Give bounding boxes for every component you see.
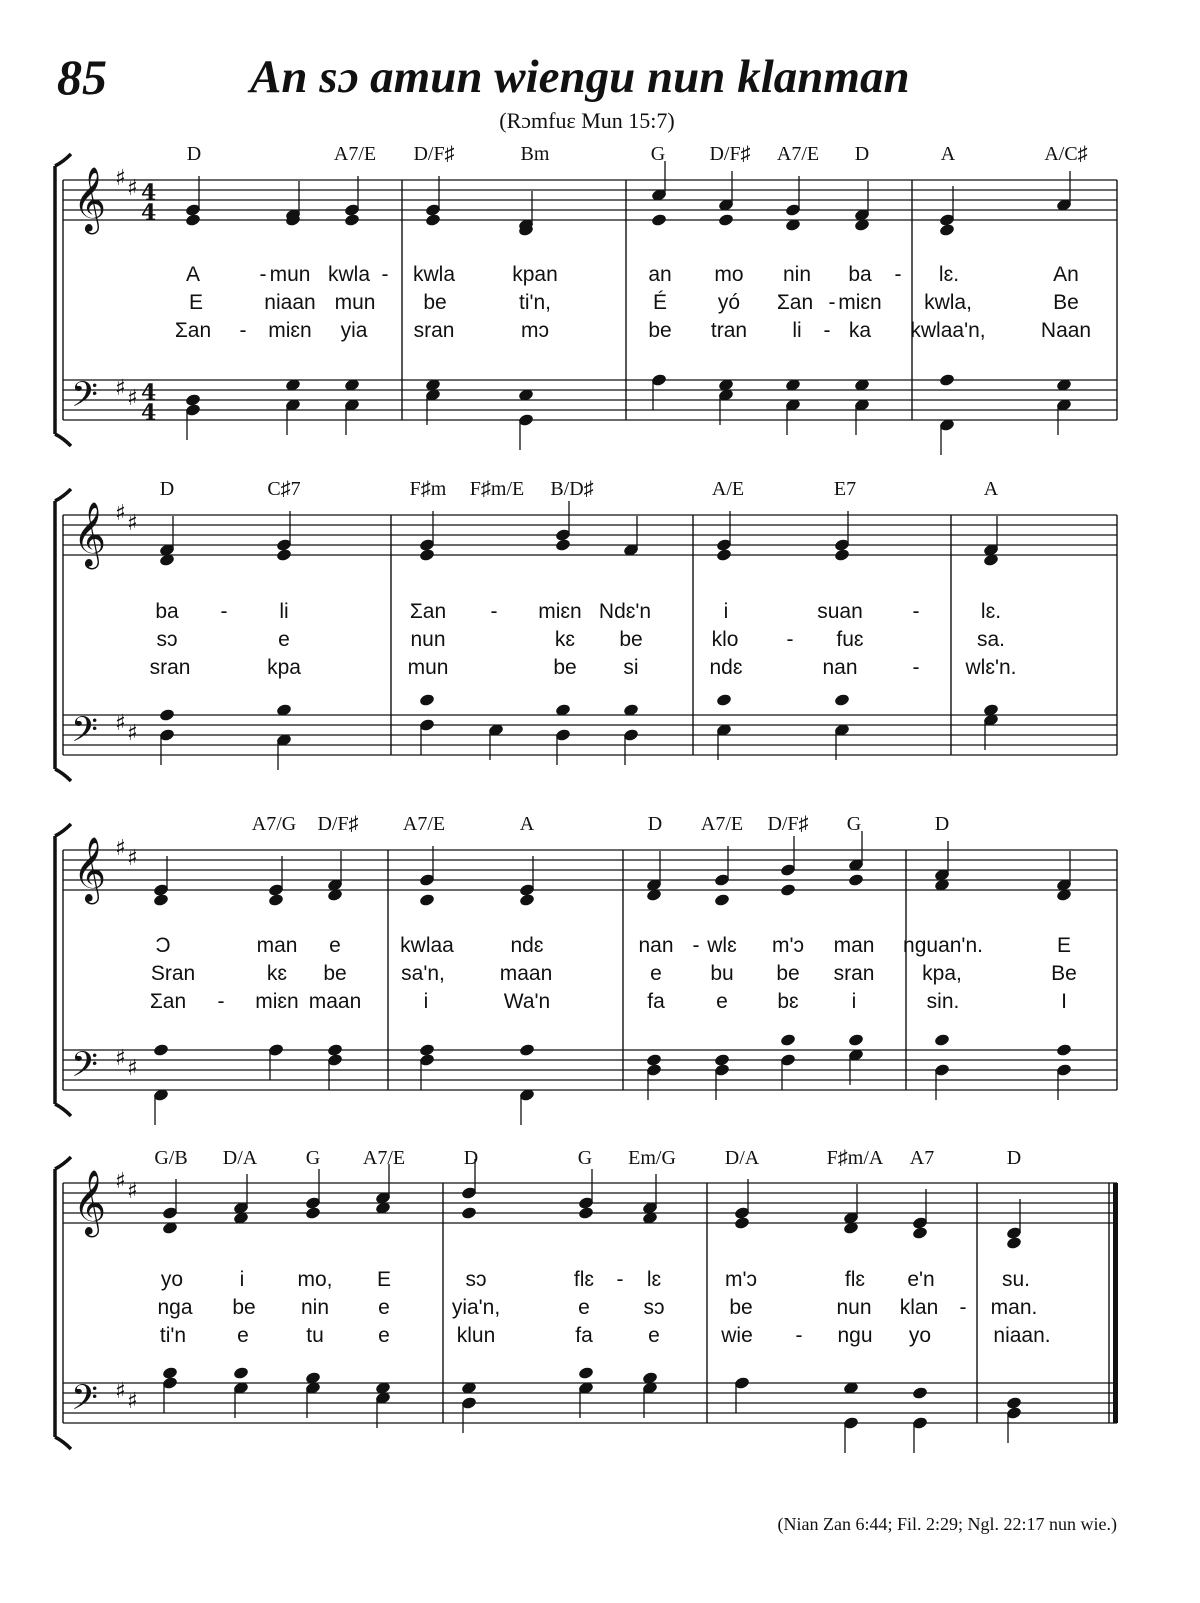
chord-symbol: A <box>519 813 535 835</box>
lyric-syllable: e <box>648 1324 660 1347</box>
key-signature-sharp-icon: ♯ <box>115 166 126 191</box>
lyric-syllable: wlɛ'n. <box>965 656 1017 679</box>
lyric-syllable: be <box>729 1296 753 1319</box>
chord-symbol: A <box>983 478 999 500</box>
lyric-syllable: mɔ <box>521 319 549 342</box>
lyric-syllable: nin <box>782 263 812 286</box>
lyric-syllable: Ʃan <box>149 990 187 1013</box>
lyric-syllable: be <box>232 1296 256 1319</box>
bass-clef-icon: 𝄢 <box>71 709 99 758</box>
lyric-syllable: sin. <box>926 990 960 1013</box>
lyric-syllable: suan <box>817 600 863 623</box>
treble-notehead <box>268 893 285 907</box>
key-signature-sharp-icon: ♯ <box>115 501 126 526</box>
chord-symbol: G <box>846 813 862 835</box>
lyric-syllable: - <box>959 1296 967 1319</box>
chord-symbol: A <box>940 143 956 165</box>
chord-symbol: D/A <box>724 1147 760 1169</box>
lyric-syllable: e <box>237 1324 249 1347</box>
lyric-syllable: Ʃan <box>776 291 814 314</box>
lyric-syllable: ndɛ <box>510 934 544 957</box>
lyric-syllable: kɛ <box>266 962 288 985</box>
chord-symbol: A/C♯ <box>1044 143 1088 165</box>
lyric-syllable: sa'n, <box>401 962 445 985</box>
lyric-syllable: yo <box>908 1324 932 1347</box>
lyric-syllable: m'ɔ <box>724 1268 758 1291</box>
lyric-syllable: lɛ <box>646 1268 662 1291</box>
lyric-syllable: Ndɛ'n <box>598 600 652 623</box>
lyric-syllable: Sran <box>150 962 196 985</box>
lyric-syllable: be <box>619 628 643 651</box>
lyric-syllable: I <box>1061 990 1067 1013</box>
lyric-syllable: Be <box>1053 291 1079 314</box>
lyric-syllable: Be <box>1051 962 1077 985</box>
lyric-syllable: e <box>378 1296 390 1319</box>
key-signature-sharp-icon: ♯ <box>115 376 126 401</box>
bass-notehead <box>834 693 851 707</box>
time-signature-top: 4 <box>141 180 157 206</box>
lyric-syllable: E <box>1056 934 1072 957</box>
lyric-syllable: i <box>851 990 857 1013</box>
treble-notehead <box>578 1206 595 1220</box>
lyric-syllable: sran <box>833 962 875 985</box>
treble-clef-icon: 𝄞 <box>73 167 107 232</box>
lyric-syllable: Ʃan <box>409 600 447 623</box>
lyric-syllable: miɛn <box>538 600 582 623</box>
chord-symbol: D/F♯ <box>767 813 809 835</box>
cross-references-footnote: (Nian Zan 6:44; Fil. 2:29; Ngl. 22:17 nun wie.) <box>777 1514 1117 1534</box>
lyric-syllable: A <box>185 263 201 286</box>
chord-symbol: D <box>934 813 950 835</box>
time-signature-bottom: 4 <box>141 400 157 426</box>
lyric-syllable: Ʃan <box>174 319 212 342</box>
bass-notehead <box>1056 1043 1073 1057</box>
treble-notehead <box>1006 1236 1023 1250</box>
lyric-syllable: - <box>912 600 920 623</box>
treble-notehead <box>419 548 436 562</box>
lyric-syllable: - <box>795 1324 803 1347</box>
lyric-syllable: lɛ. <box>938 263 960 286</box>
lyric-syllable: be <box>553 656 577 679</box>
hymn-title: An sɔ amun wiengu nun klanman <box>250 51 910 103</box>
lyric-syllable: kɛ <box>554 628 576 651</box>
lyric-syllable: - <box>220 600 228 623</box>
treble-notehead <box>718 213 735 227</box>
chord-symbol: D <box>463 1147 479 1169</box>
lyric-syllable: Wa'n <box>503 990 551 1013</box>
lyric-syllable: nguan'n. <box>903 934 983 957</box>
hymn-number: 85 <box>57 49 107 105</box>
lyric-syllable: man <box>833 934 875 957</box>
lyric-syllable: be <box>648 319 672 342</box>
lyric-syllable: nan <box>822 656 858 679</box>
lyric-syllable: klo <box>711 628 739 651</box>
treble-clef-icon: 𝄞 <box>73 1170 107 1235</box>
lyric-syllable: be <box>423 291 447 314</box>
chord-symbol: E7 <box>833 478 857 500</box>
lyric-syllable: si <box>623 656 639 679</box>
bass-notehead <box>939 373 956 387</box>
lyric-syllable: mo <box>714 263 744 286</box>
treble-notehead <box>848 873 865 887</box>
bass-clef-icon: 𝄢 <box>71 1377 99 1426</box>
lyric-syllable: nin <box>300 1296 330 1319</box>
treble-notehead <box>939 223 956 237</box>
chord-symbol: D/A <box>222 1147 258 1169</box>
lyric-syllable: i <box>723 600 729 623</box>
lyric-syllable: man. <box>990 1296 1038 1319</box>
lyric-syllable: - <box>894 263 902 286</box>
chord-symbol: A7/E <box>333 143 377 165</box>
chord-symbol: A7/G <box>251 813 297 835</box>
treble-notehead <box>185 213 202 227</box>
lyric-syllable: flɛ <box>844 1268 866 1291</box>
lyric-syllable: yó <box>717 291 741 314</box>
chord-symbol: A/E <box>711 478 745 500</box>
lyric-syllable: - <box>692 934 700 957</box>
lyric-syllable: be <box>776 962 800 985</box>
lyric-syllable: lɛ. <box>980 600 1002 623</box>
lyric-syllable: yia'n, <box>451 1296 501 1319</box>
lyric-syllable: ti'n, <box>518 291 552 314</box>
lyric-syllable: i <box>423 990 429 1013</box>
key-signature-sharp-icon: ♯ <box>115 836 126 861</box>
lyric-syllable: su. <box>1001 1268 1031 1291</box>
key-signature-sharp-icon: ♯ <box>127 386 138 411</box>
lyric-syllable: kwla <box>327 263 371 286</box>
lyric-syllable: li <box>792 319 802 342</box>
chord-symbol: D/F♯ <box>709 143 751 165</box>
lyric-syllable: an <box>648 263 672 286</box>
chord-symbol: D <box>186 143 202 165</box>
chord-symbol: D <box>647 813 663 835</box>
key-signature-sharp-icon: ♯ <box>115 1046 126 1071</box>
chord-symbol: G <box>577 1147 593 1169</box>
treble-notehead <box>716 548 733 562</box>
bass-notehead <box>578 1366 595 1380</box>
lyric-syllable: maan <box>308 990 362 1013</box>
lyric-syllable: fuɛ <box>836 628 864 651</box>
lyric-syllable: An <box>1053 263 1079 286</box>
lyric-syllable: klun <box>456 1324 496 1347</box>
bass-clef-icon: 𝄢 <box>71 374 99 423</box>
lyric-syllable: - <box>259 263 267 286</box>
treble-notehead <box>555 538 572 552</box>
bass-notehead <box>233 1366 250 1380</box>
key-signature-sharp-icon: ♯ <box>115 711 126 736</box>
lyric-syllable: flɛ <box>573 1268 595 1291</box>
chord-symbol: G <box>305 1147 321 1169</box>
treble-notehead <box>419 893 436 907</box>
treble-clef-icon: 𝄞 <box>73 502 107 567</box>
chord-symbol: D/F♯ <box>317 813 359 835</box>
key-signature-sharp-icon: ♯ <box>115 1379 126 1404</box>
treble-notehead <box>153 893 170 907</box>
treble-notehead <box>714 893 731 907</box>
lyric-syllable: yo <box>160 1268 184 1291</box>
lyric-syllable: mo, <box>297 1268 333 1291</box>
bass-notehead <box>519 1043 536 1057</box>
key-signature-sharp-icon: ♯ <box>127 846 138 871</box>
lyric-syllable: maan <box>499 962 553 985</box>
chord-symbol: A7 <box>909 1147 935 1169</box>
treble-notehead <box>734 1216 751 1230</box>
chord-symbol: D <box>1006 1147 1022 1169</box>
lyric-syllable: fa <box>647 990 665 1013</box>
lyric-syllable: yia <box>340 319 368 342</box>
time-signature-bottom: 4 <box>141 200 157 226</box>
lyric-syllable: e <box>378 1324 390 1347</box>
lyric-syllable: sɔ <box>465 1268 487 1291</box>
lyric-syllable: miɛn <box>255 990 299 1013</box>
lyric-syllable: sa. <box>976 628 1006 651</box>
scripture-reference: (Rɔmfuɛ Mun 15:7) <box>499 108 675 133</box>
bass-notehead <box>848 1033 865 1047</box>
key-signature-sharp-icon: ♯ <box>127 1179 138 1204</box>
lyric-syllable: tran <box>710 319 748 342</box>
chord-symbol: G/B <box>154 1147 188 1169</box>
lyric-syllable: kpa, <box>922 962 962 985</box>
lyric-syllable: - <box>217 990 225 1013</box>
treble-clef-icon: 𝄞 <box>73 837 107 902</box>
lyric-syllable: nga <box>157 1296 193 1319</box>
lyric-syllable: nun <box>410 628 446 651</box>
lyric-syllable: ba <box>155 600 179 623</box>
treble-notehead <box>912 1226 929 1240</box>
lyric-syllable: - <box>239 319 247 342</box>
chord-symbol: C♯7 <box>267 478 301 500</box>
treble-notehead <box>276 548 293 562</box>
chord-symbol: A7/E <box>362 1147 406 1169</box>
bass-notehead <box>716 693 733 707</box>
lyric-syllable: mun <box>407 656 449 679</box>
key-signature-sharp-icon: ♯ <box>127 721 138 746</box>
lyric-syllable: nun <box>836 1296 872 1319</box>
lyric-syllable: wie <box>721 1324 753 1347</box>
lyric-syllable: - <box>823 319 831 342</box>
treble-notehead <box>305 1206 322 1220</box>
lyric-syllable: kwlaa'n, <box>910 319 986 342</box>
lyric-syllable: sɔ <box>643 1296 665 1319</box>
lyric-syllable: nan <box>638 934 674 957</box>
key-signature-sharp-icon: ♯ <box>115 1169 126 1194</box>
bass-notehead <box>912 1386 929 1400</box>
lyric-syllable: miɛn <box>838 291 882 314</box>
lyric-syllable: Naan <box>1040 319 1092 342</box>
lyric-syllable: ngu <box>837 1324 873 1347</box>
chord-symbol: F♯m/A <box>826 1147 884 1169</box>
lyric-syllable: É <box>652 291 668 314</box>
bass-clef-icon: 𝄢 <box>71 1044 99 1093</box>
lyric-syllable: mun <box>334 291 376 314</box>
lyric-syllable: li <box>279 600 289 623</box>
chord-symbol: B/D♯ <box>550 478 594 500</box>
chord-symbol: A7/E <box>776 143 820 165</box>
key-signature-sharp-icon: ♯ <box>127 1389 138 1414</box>
lyric-syllable: - <box>912 656 920 679</box>
lyric-syllable: kwla, <box>924 291 972 314</box>
lyric-syllable: i <box>239 1268 245 1291</box>
lyric-syllable: e <box>578 1296 590 1319</box>
lyric-syllable: klan <box>899 1296 939 1319</box>
lyric-syllable: - <box>381 263 389 286</box>
lyric-syllable: - <box>828 291 836 314</box>
chord-symbol: F♯m/E <box>469 478 525 500</box>
lyric-syllable: man <box>256 934 298 957</box>
chord-symbol: Em/G <box>628 1147 676 1169</box>
treble-notehead <box>780 883 797 897</box>
lyric-syllable: e <box>650 962 662 985</box>
lyric-syllable: kpa <box>267 656 301 679</box>
lyric-syllable: miɛn <box>268 319 312 342</box>
lyric-syllable: - <box>786 628 794 651</box>
bass-notehead <box>153 1043 170 1057</box>
lyric-syllable: e <box>278 628 290 651</box>
lyric-syllable: sɔ <box>156 628 178 651</box>
treble-notehead <box>651 213 668 227</box>
lyric-syllable: Ɔ <box>155 934 171 957</box>
chord-symbol: D <box>159 478 175 500</box>
bass-notehead <box>780 1033 797 1047</box>
lyric-syllable: niaan. <box>993 1324 1051 1347</box>
lyric-syllable: e <box>329 934 341 957</box>
chord-symbol: A7/E <box>700 813 744 835</box>
lyric-syllable: sran <box>413 319 455 342</box>
lyric-syllable: E <box>376 1268 392 1291</box>
chord-symbol: Bm <box>520 143 550 165</box>
lyric-syllable: mun <box>269 263 311 286</box>
lyric-syllable: be <box>323 962 347 985</box>
lyric-syllable: sran <box>149 656 191 679</box>
bass-notehead <box>934 1033 951 1047</box>
lyric-syllable: bɛ <box>777 990 799 1013</box>
treble-notehead <box>344 213 361 227</box>
lyric-syllable: ti'n <box>159 1324 187 1347</box>
treble-notehead <box>425 213 442 227</box>
lyric-syllable: fa <box>575 1324 593 1347</box>
key-signature-sharp-icon: ♯ <box>127 511 138 536</box>
chord-symbol: D <box>854 143 870 165</box>
lyric-syllable: ba <box>848 263 872 286</box>
chord-symbol: D/F♯ <box>413 143 455 165</box>
chord-symbol: G <box>650 143 666 165</box>
lyric-syllable: tu <box>306 1324 324 1347</box>
treble-notehead <box>461 1206 478 1220</box>
lyric-syllable: - <box>616 1268 624 1291</box>
lyric-syllable: wlɛ <box>707 934 737 957</box>
lyric-syllable: E <box>188 291 204 314</box>
treble-notehead <box>519 893 536 907</box>
treble-notehead <box>834 548 851 562</box>
lyric-syllable: ndɛ <box>709 656 743 679</box>
lyric-syllable: - <box>490 600 498 623</box>
lyric-syllable: e'n <box>907 1268 935 1291</box>
lyric-syllable: ka <box>848 319 872 342</box>
lyric-syllable: m'ɔ <box>771 934 805 957</box>
lyric-syllable: e <box>716 990 728 1013</box>
final-barline-thick <box>1113 1183 1118 1423</box>
lyric-syllable: niaan <box>264 291 316 314</box>
lyric-syllable: kpan <box>512 263 558 286</box>
bass-notehead <box>159 708 176 722</box>
chord-symbol: A7/E <box>402 813 446 835</box>
key-signature-sharp-icon: ♯ <box>127 176 138 201</box>
bass-notehead <box>419 693 436 707</box>
time-signature-top: 4 <box>141 380 157 406</box>
chord-symbol: F♯m <box>409 478 447 500</box>
lyric-syllable: bu <box>710 962 734 985</box>
key-signature-sharp-icon: ♯ <box>127 1056 138 1081</box>
lyric-syllable: kwlaa <box>400 934 454 957</box>
lyric-syllable: kwla <box>412 263 456 286</box>
